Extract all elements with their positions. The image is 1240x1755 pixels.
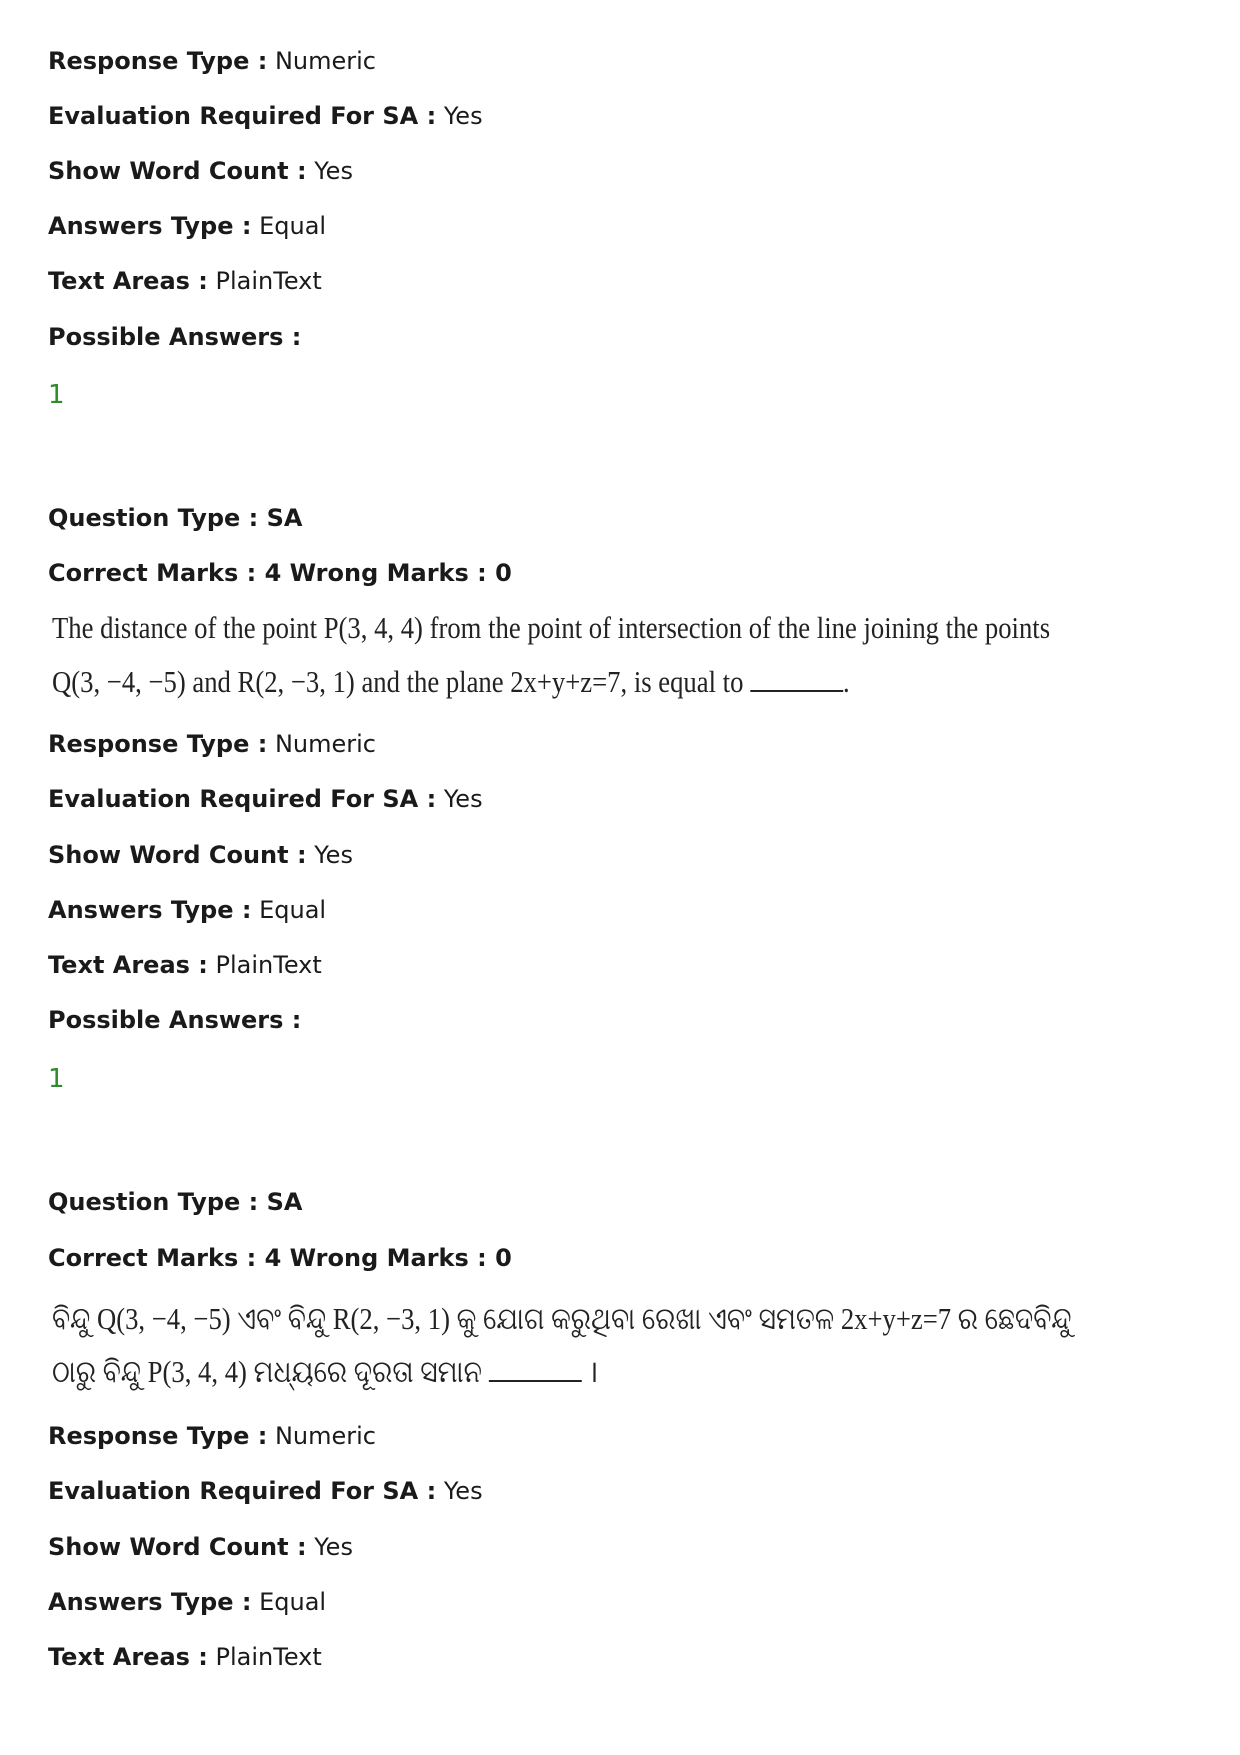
possible-answers-row	[48, 322, 301, 352]
evaluation-required-label: Evaluation Required For SA :	[48, 1477, 437, 1505]
evaluation-required-value: Yes	[443, 1477, 483, 1505]
possible-answer-value: 1	[48, 1064, 65, 1094]
evaluation-required-value: Yes	[443, 785, 483, 813]
question-text-line-2-main: Q(3, −4, −5) and R(2, −3, 1) and the plane 2x+y+z=7, is equal to	[52, 664, 744, 699]
response-type-label: Response Type :	[48, 730, 268, 758]
marks-row	[48, 1243, 512, 1273]
evaluation-required-row	[48, 784, 483, 814]
answers-type-value: Equal	[259, 1588, 327, 1616]
question-type: Question Type : SA	[48, 1188, 303, 1216]
response-type-row	[48, 1421, 376, 1451]
text-areas-row	[48, 1642, 322, 1672]
answer-blank	[489, 1358, 582, 1382]
text-areas-value: PlainText	[215, 951, 322, 979]
marks-row	[48, 558, 512, 588]
show-word-count-row	[48, 1532, 353, 1562]
evaluation-required-label: Evaluation Required For SA :	[48, 785, 437, 813]
possible-answers-label: Possible Answers :	[48, 1006, 302, 1034]
show-word-count-value: Yes	[314, 157, 353, 185]
marks: Correct Marks : 4 Wrong Marks : 0	[48, 1244, 512, 1272]
question-type-row	[48, 503, 302, 533]
show-word-count-label: Show Word Count :	[48, 1533, 307, 1561]
possible-answers-label: Possible Answers :	[48, 323, 302, 351]
response-type-value: Numeric	[274, 47, 376, 75]
answers-type-row	[48, 1587, 326, 1617]
evaluation-required-value: Yes	[443, 102, 483, 130]
response-type-value: Numeric	[274, 730, 376, 758]
question-text-line-2	[52, 1346, 598, 1398]
answers-type-value: Equal	[259, 212, 327, 240]
text-areas-label: Text Areas :	[48, 267, 208, 295]
show-word-count-row	[48, 840, 353, 870]
response-type-row	[48, 46, 376, 76]
text-areas-row	[48, 950, 322, 980]
response-type-label: Response Type :	[48, 47, 268, 75]
answers-type-label: Answers Type :	[48, 896, 252, 924]
question-text-line-2-end: .	[842, 664, 850, 699]
show-word-count-value: Yes	[314, 841, 353, 869]
evaluation-required-row	[48, 101, 483, 131]
question-type: Question Type : SA	[48, 504, 303, 532]
text-areas-value: PlainText	[215, 267, 322, 295]
question-text-line-1: The distance of the point P(3, 4, 4) from the point of intersection of the line joining the points	[52, 610, 1051, 645]
question-type-row	[48, 1187, 302, 1217]
text-areas-label: Text Areas :	[48, 1643, 208, 1671]
show-word-count-row	[48, 156, 353, 186]
response-type-row	[48, 729, 376, 759]
text-areas-label: Text Areas :	[48, 951, 208, 979]
question-text-line-2-main: ଠାରୁ ବିନ୍ଦୁ P(3, 4, 4) ମଧ୍ୟରେ ଦୂରତା ସମାନ	[52, 1354, 482, 1389]
show-word-count-label: Show Word Count :	[48, 157, 307, 185]
possible-answer-value: 1	[48, 380, 65, 410]
evaluation-required-label: Evaluation Required For SA :	[48, 102, 437, 130]
show-word-count-value: Yes	[314, 1533, 353, 1561]
response-type-label: Response Type :	[48, 1422, 268, 1450]
evaluation-required-row	[48, 1476, 483, 1506]
answers-type-row	[48, 895, 326, 925]
question-text-line-1: ବିନ୍ଦୁ Q(3, −4, −5) ଏବଂ ବିନ୍ଦୁ R(2, −3, 1) କୁ ଯୋଗ କରୁଥିବା ରେଖା ଏବଂ ସମତଳ 2x+y+z=7 ର ଛେଦବିନ୍ଦୁ	[52, 1301, 1072, 1336]
show-word-count-label: Show Word Count :	[48, 841, 307, 869]
text-areas-row	[48, 266, 322, 296]
answers-type-label: Answers Type :	[48, 1588, 252, 1616]
answers-type-value: Equal	[259, 896, 327, 924]
question-text-line-2-end: ।	[588, 1354, 599, 1389]
response-type-value: Numeric	[274, 1422, 376, 1450]
marks: Correct Marks : 4 Wrong Marks : 0	[48, 559, 512, 587]
answer-blank	[750, 668, 843, 692]
possible-answers-row	[48, 1005, 301, 1035]
text-areas-value: PlainText	[215, 1643, 322, 1671]
answers-type-label: Answers Type :	[48, 212, 252, 240]
answers-type-row	[48, 211, 326, 241]
question-text-line-2	[52, 656, 850, 708]
